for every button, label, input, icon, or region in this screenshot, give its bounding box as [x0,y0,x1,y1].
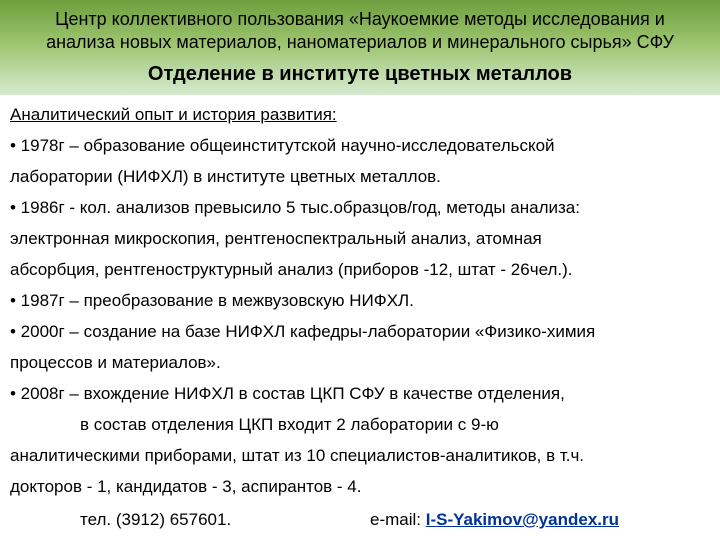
history-line: • 1986г - кол. анализов превысило 5 тыс.образцов/год, методы анализа: [10,198,580,217]
history-line: электронная микроскопия, рентгеноспектральный анализ, атомная [10,229,542,248]
history-line: процессов и материалов». [10,353,221,372]
history-line: докторов - 1, кандидатов - 3, аспирантов - 4. [10,477,362,496]
contact-email-label: e-mail: [370,510,426,529]
history-line: аналитическими приборами, штат из 10 специалистов-аналитиков, в т.ч. [10,446,585,465]
contact-email-row [370,509,619,531]
history-line: • 2000г – создание на базе НИФХЛ кафедры-лаборатории «Физико-химия [10,322,596,341]
header-banner [0,0,720,95]
history-line: лаборатории (НИФХЛ) в институте цветных металлов. [10,167,441,186]
contact-email-link[interactable]: I-S-Yakimov@yandex.ru [425,510,619,529]
history-line: • 2008г – вхождение НИФХЛ в состав ЦКП СФУ в качестве отделения, [10,384,565,403]
contact-phone: тел. (3912) 657601. [80,510,232,529]
header-subtitle: Отделение в институте цветных металлов [147,63,573,85]
history-line: • 1978г – образование общеинститутской научно-исследовательской [10,136,555,155]
history-line: • 1987г – преобразование в межвузовскую НИФХЛ. [10,291,414,310]
header-title-line-1: Центр коллективного пользования «Наукоемкие методы исследования и [55,9,665,29]
history-line: абсорбция, рентгеноструктурный анализ (приборов -12, штат - 26чел.). [10,260,573,279]
history-line: в состав отделения ЦКП входит 2 лаборатории с 9-ю [80,415,499,434]
header-title-line-2: анализа новых материалов, наноматериалов и минерального сырья» СФУ [46,32,674,52]
section-title: Аналитический опыт и история развития: [10,105,337,124]
